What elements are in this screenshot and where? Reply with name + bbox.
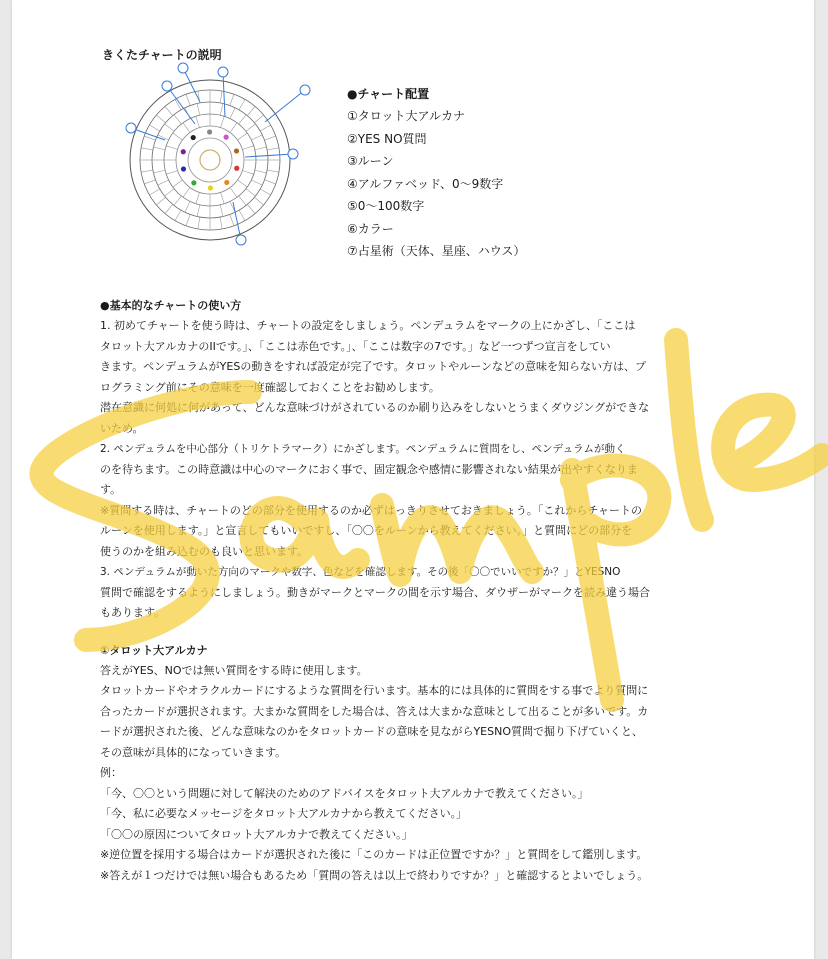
chart-tick <box>246 124 255 131</box>
legend-item: ⑦占星術（天体、星座、ハウス） <box>347 244 526 258</box>
chart-tick <box>230 188 237 198</box>
color-dot <box>224 135 229 140</box>
chart-tick <box>165 124 174 131</box>
chart-tick <box>220 217 222 229</box>
legend-item: ①タロット大アルカナ <box>347 109 466 123</box>
legend-item: ②YES NO質問 <box>347 131 427 146</box>
chart-tick <box>242 171 253 175</box>
paragraph-line: 潜在意識に何処に何があって、どんな意味づけがされているのか刷り込みをしないとうまくダウジングができな <box>100 401 650 414</box>
color-dot <box>234 148 239 153</box>
chart-tick <box>221 192 225 203</box>
chart-tick <box>254 115 263 123</box>
color-dot <box>181 166 186 171</box>
color-dot <box>191 180 196 185</box>
chart-tick <box>149 189 159 195</box>
paragraph-line: ードが選択された後、どんな意味なのかをタロットカードの意味を見ながらYESNO質問で掘り下げていくと、 <box>100 725 643 738</box>
chart-color-dots <box>181 129 240 190</box>
chart-tick <box>185 201 190 212</box>
chart-tick <box>173 133 183 140</box>
color-dot <box>234 166 239 171</box>
chart-tick <box>196 116 200 127</box>
chart-tick <box>239 115 246 124</box>
section-basic-usage <box>100 318 735 626</box>
paragraph-line: きます。ペンデュラムがYESの動きをすれば設定が完了です。タロットやルーンなどの意味を知らない方は、プ <box>100 360 647 373</box>
chart-tick <box>239 99 245 109</box>
paragraph-line: 「今、〇〇という問題に対して解決のためのアドバイスをタロット大アルカナで教えてください。」 <box>100 786 589 800</box>
chart-tick <box>153 170 165 173</box>
chart-tick <box>242 146 253 150</box>
chart-tick <box>221 116 225 127</box>
chart-tick <box>265 136 276 140</box>
color-dot <box>191 135 196 140</box>
chart-tick <box>267 170 279 172</box>
chart-tick <box>173 180 183 187</box>
callout-line <box>233 202 241 240</box>
chart-tick <box>255 170 267 173</box>
chart-tick <box>141 148 153 150</box>
chart-tick <box>165 189 174 196</box>
chart-legend <box>347 86 525 266</box>
chart-tick <box>153 147 165 150</box>
chart-tick <box>238 180 248 187</box>
paragraph-line: いため。 <box>100 421 144 435</box>
chart-tick <box>198 217 200 229</box>
chart-tick <box>149 125 159 131</box>
chart-tick <box>230 108 235 119</box>
color-dot <box>208 185 213 190</box>
chart-tick <box>158 180 169 185</box>
chart-tick <box>183 188 190 198</box>
chart-tick <box>247 204 255 213</box>
legend-heading: ●チャート配置 <box>347 87 430 101</box>
chart-tick <box>175 210 181 220</box>
chart-tick <box>183 123 190 133</box>
document-body <box>100 298 735 888</box>
chart-tick <box>186 94 190 105</box>
callout-badge <box>236 235 246 245</box>
chart-tick <box>267 148 279 150</box>
paragraph-line: その意味が具体的になっていきます。 <box>100 745 287 759</box>
paragraph-line: ※逆位置を採用する場合はカードが選択された後に「このカードは正位置ですか？」と質問をして鑑別します。 <box>100 848 648 861</box>
chart-tick <box>166 146 177 150</box>
paragraph-line: ※質問する時は、チャートのどの部分を使用するのか必ずはっきりさせておきましょう。「これからチャートの <box>100 503 643 517</box>
callout-line <box>245 154 293 157</box>
callout-line <box>223 72 225 117</box>
chart-tick <box>165 204 173 213</box>
chart-tick <box>230 123 237 133</box>
callout-line <box>265 90 305 122</box>
paragraph-line: 例： <box>100 766 122 779</box>
color-dot <box>207 129 212 134</box>
paragraph-line: 「〇〇の原因についてタロット大アルカナで教えてください。」 <box>100 827 413 841</box>
legend-item: ③ルーン <box>347 154 394 168</box>
section-heading-basic-usage: ●基本的なチャートの使い方 <box>100 299 242 312</box>
chart-tick <box>197 103 200 115</box>
paragraph-line: 答えがYES、NOでは無い質問をする時に使用します。 <box>100 663 368 677</box>
chart-tick <box>239 210 245 220</box>
paragraph-line: 2. ペンデュラムを中心部分（トリケトラマーク）にかざします。ペンデュラムに質問をし、ペンデュラムが動く <box>100 443 626 455</box>
color-dot <box>224 180 229 185</box>
chart-tick <box>174 115 181 124</box>
chart-tick <box>265 180 276 184</box>
color-dot <box>181 149 186 154</box>
paragraph-line: のを待ちます。この時意識は中心のマークにおく事で、固定観念や感情に影響されない結果が出やすくなりま <box>100 462 638 476</box>
chart-tick <box>141 170 153 172</box>
paragraph-line: ※答えが１つだけでは無い場合もあるため「質問の答えは以上で終わりですか？」と確認するとよいでしょう。 <box>100 868 649 882</box>
document-page <box>12 0 814 959</box>
chart-tick <box>220 91 222 103</box>
chart-tick <box>246 189 255 196</box>
dowsing-chart-figure <box>115 62 315 250</box>
chart-tick <box>156 115 165 123</box>
chart-tick <box>255 147 267 150</box>
chart-tick <box>165 106 173 115</box>
callout-badge <box>218 67 228 77</box>
chart-tick <box>144 136 155 140</box>
legend-item: ⑤0〜100数字 <box>347 199 425 213</box>
chart-tick <box>238 133 248 140</box>
chart-tick <box>197 205 200 217</box>
paragraph-line: 合ったカードが選択されます。大まかな質問をした場合は、答えは大まかな意味として出ることが多いです。カ <box>100 704 649 718</box>
chart-tick <box>247 106 255 115</box>
chart-tick <box>239 196 246 205</box>
chart-tick <box>251 135 262 140</box>
chart-tick <box>196 192 200 203</box>
callout-badge <box>300 85 310 95</box>
paragraph-line: す。 <box>100 483 122 496</box>
paragraph-line: タロットカードやオラクルカードにするような質問を行います。基本的には具体的に質問をする事でより質問に <box>100 684 649 697</box>
chart-tick <box>220 103 223 115</box>
paragraph-line: 「今、私に必要なメッセージをタロット大アルカナから教えてください。」 <box>100 807 468 820</box>
section-tarot <box>100 663 735 889</box>
callout-badge <box>288 149 298 159</box>
paragraph-line: 質問で確認をするようにしましょう。動きがマークとマークの間を示す場合、ダウザーがマークを読み違う場合 <box>100 585 650 599</box>
chart-tick <box>260 125 270 131</box>
paragraph-line: 3. ペンデュラムが動いた方向のマークや数字、色などを確認します。その後「〇〇でいいですか？」とYESNO <box>100 566 621 578</box>
paragraph-line: タロット大アルカナのIIです。」、「ここは赤色です。」、「ここは数字の7です。」など一つずつ宣言をしてい <box>100 339 611 353</box>
chart-tick <box>251 180 262 185</box>
callout-badge <box>178 63 188 73</box>
callout-line <box>183 68 200 102</box>
chart-tick <box>230 215 234 226</box>
chart-tick <box>260 189 270 195</box>
callout-badge <box>162 81 172 91</box>
legend-item: ④アルファベッド、0〜9数字 <box>347 176 504 191</box>
callout-badge <box>126 123 136 133</box>
chart-tick <box>174 196 181 205</box>
chart-tick <box>220 205 223 217</box>
legend-list <box>347 108 525 266</box>
section-heading-tarot: ①タロット大アルカナ <box>100 643 208 657</box>
chart-tick <box>230 94 234 105</box>
page-title: きくたチャートの説明 <box>102 48 222 62</box>
chart-tick <box>186 215 190 226</box>
chart-tick <box>144 180 155 184</box>
paragraph-line: ルーンを使用します。」と宣言してもいいですし、「〇〇をルーンから教えてください。」と質問にどの部分を <box>100 524 633 537</box>
paragraph-line: 1. 初めてチャートを使う時は、チャートの設定をしましょう。ペンデュラムをマークの上にかざし、「ここは <box>100 319 636 332</box>
paragraph-line: ログラミング前にその意味を一度確認しておくことをお勧めします。 <box>100 380 440 394</box>
chart-tick <box>254 197 263 205</box>
paragraph-line: もあります。 <box>100 606 166 619</box>
chart-tick <box>166 171 177 175</box>
chart-tick-marks <box>140 90 280 230</box>
chart-tick <box>156 197 165 205</box>
paragraph-line: 使うのかを組み込むのも良いと思います。 <box>100 544 309 558</box>
legend-item: ⑥カラー <box>347 221 394 236</box>
